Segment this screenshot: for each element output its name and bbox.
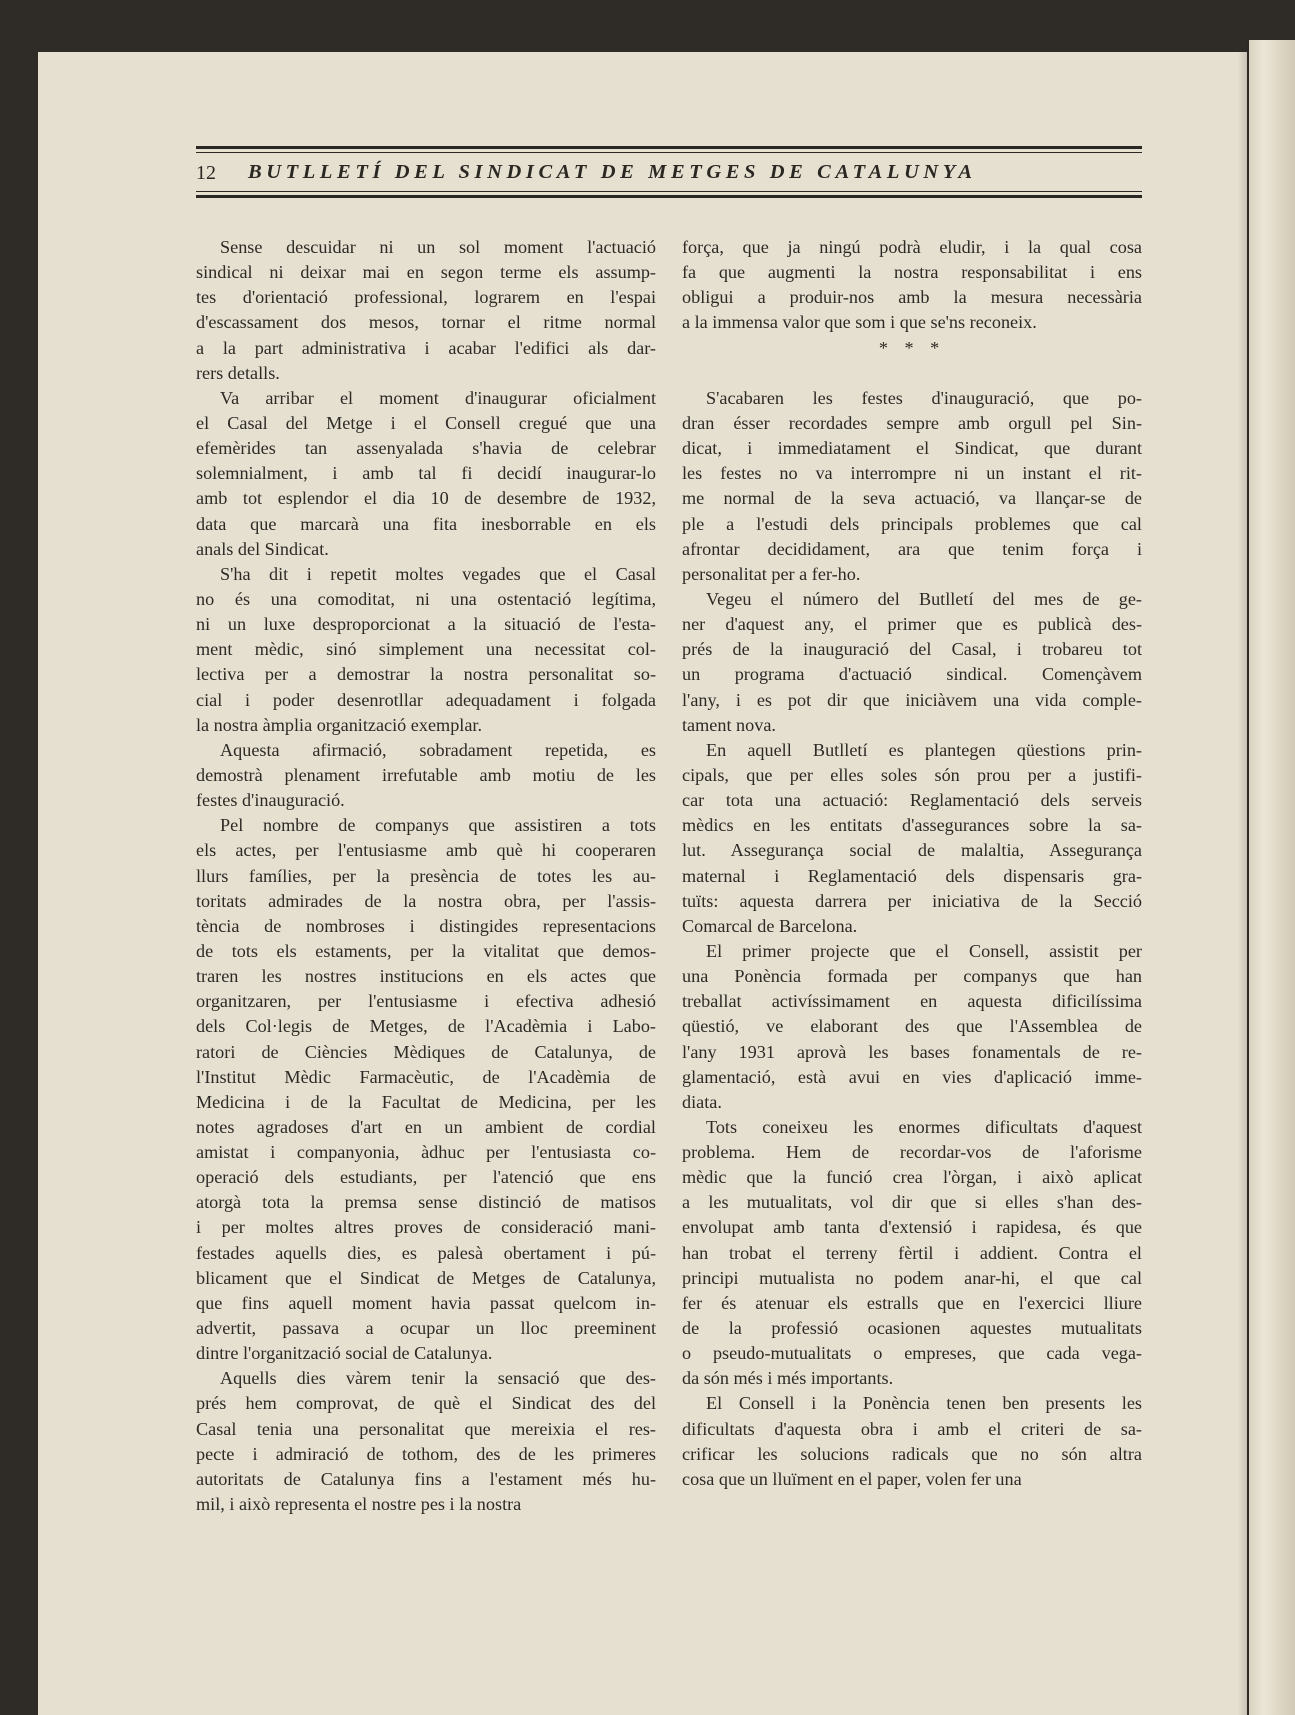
text-line: personalitat per a fer-ho.	[682, 563, 861, 584]
text-line: demostrà plenament irrefutable amb motiu de les	[196, 764, 656, 785]
text-line: fa que augmenti la nostra responsabilitat i ens	[682, 262, 1142, 283]
header-rule-bottom-thin	[196, 191, 1142, 192]
text-line: lut. Assegurança social de malaltia, Assegurança	[682, 840, 1142, 861]
text-line: dificultats d'aquesta obra i amb el criteri de sa-	[682, 1418, 1142, 1439]
text-line: tes d'orientació professional, lograrem en l'espai	[196, 287, 656, 308]
text-line: mil, i això representa el nostre pes i la nostra	[196, 1494, 522, 1515]
text-line: dran ésser recordades sempre amb orgull pel Sin-	[682, 412, 1142, 433]
text-line: i per moltes altres proves de consideració mani-	[196, 1217, 656, 1238]
text-line: lectiva per a demostrar la nostra personalitat so-	[196, 664, 656, 685]
text-line: S'acabaren les festes d'inauguració, que po-	[706, 387, 1142, 408]
text-line: glamentació, està avui en vies d'aplicació imme-	[682, 1066, 1142, 1087]
text-line: tència de nombroses i distingides representacions	[196, 915, 656, 936]
text-line: da són més i més importants.	[682, 1368, 894, 1389]
text-line: autoritats de Catalunya fins a l'estament més hu-	[196, 1468, 656, 1489]
text-line: problema. Hem de recordar-vos de l'aforisme	[682, 1142, 1142, 1163]
right-text-column	[682, 235, 1142, 1492]
text-line: atorgà tota la premsa sense distinció de matisos	[196, 1192, 656, 1213]
text-line: dintre l'organització social de Catalunya.	[196, 1343, 493, 1364]
text-line: cial i poder desenrotllar adequadament i folgada	[196, 689, 656, 710]
text-line: Comarcal de Barcelona.	[682, 915, 858, 936]
text-line: car tota una actuació: Reglamentació dels serveis	[682, 790, 1142, 811]
text-line: prés hem comprovat, de què el Sindicat des del	[196, 1393, 656, 1414]
text-line: envolupat amb tanta d'extensió i rapidesa, és que	[682, 1217, 1142, 1238]
text-line: operació dels estudiants, per l'atenció que ens	[196, 1167, 656, 1188]
text-line: d'escassament dos mesos, tornar el ritme normal	[196, 312, 656, 333]
text-line: un programa d'actuació sindical. Començàvem	[682, 664, 1142, 685]
text-line: l'any 1931 aprovà les bases fonamentals de re-	[682, 1041, 1142, 1062]
text-line: toritats admirades de la nostra obra, per l'assis-	[196, 890, 656, 911]
text-line: tuïts: aquesta darrera per iniciativa de la Secció	[682, 890, 1142, 911]
text-line: amistat i companyonia, àdhuc per l'entusiasta co-	[196, 1142, 656, 1163]
text-line: amb tot esplendor el dia 10 de desembre de 1932,	[196, 488, 656, 509]
text-line: advertit, passava a ocupar un lloc preeminent	[196, 1318, 656, 1339]
text-line: El primer projecte que el Consell, assistit per	[706, 940, 1142, 961]
text-line: pecte i admiració de tothom, des de les primeres	[196, 1443, 656, 1464]
text-line: Aquesta afirmació, sobradament repetida, es	[220, 739, 656, 760]
text-line: de la professió ocasionen aquestes mutualitats	[682, 1318, 1142, 1339]
text-line: de tots els estaments, per la vitalitat que demos-	[196, 940, 656, 961]
text-line: prés de la inauguració del Casal, i trobareu tot	[682, 639, 1142, 660]
text-line: a la part administrativa i acabar l'edifici als dar-	[196, 337, 656, 358]
text-line: Tots coneixeu les enormes dificultats d'aquest	[706, 1116, 1142, 1137]
page-number: 12	[196, 162, 216, 184]
next-page-edge	[1247, 40, 1295, 1715]
text-line: crificar les solucions radicals que no són altra	[682, 1443, 1142, 1464]
journal-title: BUTLLETÍ DEL SINDICAT DE METGES DE CATALUNYA	[248, 161, 977, 183]
text-line: la nostra àmplia organització exemplar.	[196, 714, 483, 735]
text-line: efemèrides tan assenyalada s'havia de celebrar	[196, 438, 656, 459]
text-line: Va arribar el moment d'inaugurar oficialment	[220, 387, 656, 408]
text-line: Pel nombre de companys que assistiren a tots	[220, 815, 656, 836]
text-line: fer és atenuar els estralls que en l'exercici lliure	[682, 1292, 1142, 1313]
text-line: notes agradoses d'art en un ambient de cordial	[196, 1116, 656, 1137]
text-line: força, que ja ningú podrà eludir, i la qual cosa	[682, 237, 1142, 257]
header-rule-top-thin	[196, 152, 1142, 153]
text-line: Casal tenia una personalitat que mereixia el res-	[196, 1418, 656, 1439]
text-line: no és una comoditat, ni una ostentació legítima,	[196, 588, 656, 609]
text-line: ratori de Ciències Mèdiques de Catalunya, de	[196, 1041, 656, 1062]
paragraph-spacer	[682, 361, 1142, 386]
text-line: qüestió, ve elaborant des que l'Assemblea de	[682, 1016, 1142, 1037]
text-line: ple a l'estudi dels principals problemes que cal	[682, 513, 1142, 534]
text-line: afrontar decididament, ara que tenim força i	[682, 538, 1142, 559]
text-line: mèdics en les entitats d'assegurances sobre la sa-	[682, 815, 1142, 836]
text-line: cosa que un lluïment en el paper, volen fer una	[682, 1468, 1022, 1489]
text-line: Medicina i de la Facultat de Medicina, per les	[196, 1091, 656, 1112]
text-line: ner d'aquest any, el primer que es publicà des-	[682, 614, 1142, 635]
text-line: festes d'inauguració.	[196, 790, 345, 811]
text-line: sindical ni deixar mai en segon terme els assump-	[196, 262, 656, 283]
text-line: les festes no va interrompre ni un instant el rit-	[682, 463, 1142, 484]
header-rule-bottom	[196, 195, 1142, 198]
text-line: En aquell Butlletí es plantegen qüestions prin-	[706, 739, 1142, 760]
text-line: llurs famílies, per la presència de totes les au-	[196, 865, 656, 886]
text-line: han trobat el terreny fèrtil i addient. Contra el	[682, 1242, 1142, 1263]
text-line: maternal i Reglamentació dels dispensaris gra-	[682, 865, 1142, 886]
text-line: traren les nostres institucions en els actes que	[196, 966, 656, 987]
text-line: ment mèdic, sinó simplement una necessitat col-	[196, 639, 656, 660]
text-line: Sense descuidar ni un sol moment l'actuació	[220, 237, 656, 257]
left-text-column	[196, 235, 656, 1517]
text-line: el Casal del Metge i el Consell cregué que una	[196, 412, 656, 433]
text-line: organitzaren, per l'entusiasme i efectiva adhesió	[196, 991, 656, 1012]
text-line: l'Institut Mèdic Farmacèutic, de l'Acadèmia de	[196, 1066, 656, 1087]
text-line: tament nova.	[682, 714, 776, 735]
text-line: solemnialment, i amb tal fi decidí inaugurar-lo	[196, 463, 656, 484]
text-line: Vegeu el número del Butlletí del mes de ge-	[706, 588, 1142, 609]
header-rule-top	[196, 146, 1142, 149]
text-line: l'any, i es pot dir que iniciàvem una vida comple-	[682, 689, 1142, 710]
text-line: S'ha dit i repetit moltes vegades que el Casal	[220, 563, 656, 584]
text-line: o pseudo-mutualitats o empreses, que cada vega-	[682, 1343, 1142, 1364]
text-line: principi mutualista no podem anar-hi, el que cal	[682, 1267, 1142, 1288]
text-line: mèdic que la funció crea l'òrgan, i això aplicat	[682, 1167, 1142, 1188]
running-header	[196, 146, 1142, 202]
text-line: dicat, i immediatament el Sindicat, que durant	[682, 438, 1142, 459]
text-line: ni un luxe desproporcionat a la situació de l'esta-	[196, 614, 656, 635]
text-line: una Ponència formada per companys que han	[682, 966, 1142, 987]
text-line: a les mutualitats, vol dir que si elles s'han des-	[682, 1192, 1142, 1213]
text-line: obligui a produir-nos amb la mesura necessària	[682, 287, 1142, 308]
text-line: data que marcarà una fita inesborrable en els	[196, 513, 656, 534]
text-line: festades aquells dies, es palesà obertament i pú-	[196, 1242, 656, 1263]
text-line: me normal de la seva actuació, va llançar-se de	[682, 488, 1142, 509]
text-line: rers detalls.	[196, 362, 280, 383]
text-line: anals del Sindicat.	[196, 538, 329, 559]
text-line: diata.	[682, 1091, 722, 1112]
section-separator: * * *	[878, 337, 946, 358]
text-line: a la immensa valor que som i que se'ns reconeix.	[682, 312, 1037, 333]
text-line: que fins aquell moment havia passat quelcom in-	[196, 1292, 656, 1313]
text-line: els actes, per l'entusiasme amb què hi cooperaren	[196, 840, 656, 861]
text-line: Aquells dies vàrem tenir la sensació que des-	[220, 1368, 656, 1389]
text-line: treballat activíssimament en aquesta dificilíssima	[682, 991, 1142, 1012]
text-line: El Consell i la Ponència tenen ben presents les	[706, 1393, 1142, 1414]
text-line: dels Col·legis de Metges, de l'Acadèmia i Labo-	[196, 1016, 656, 1037]
text-line: blicament que el Sindicat de Metges de Catalunya,	[196, 1267, 656, 1288]
text-line: cipals, que per elles soles són prou per a justifi-	[682, 764, 1142, 785]
